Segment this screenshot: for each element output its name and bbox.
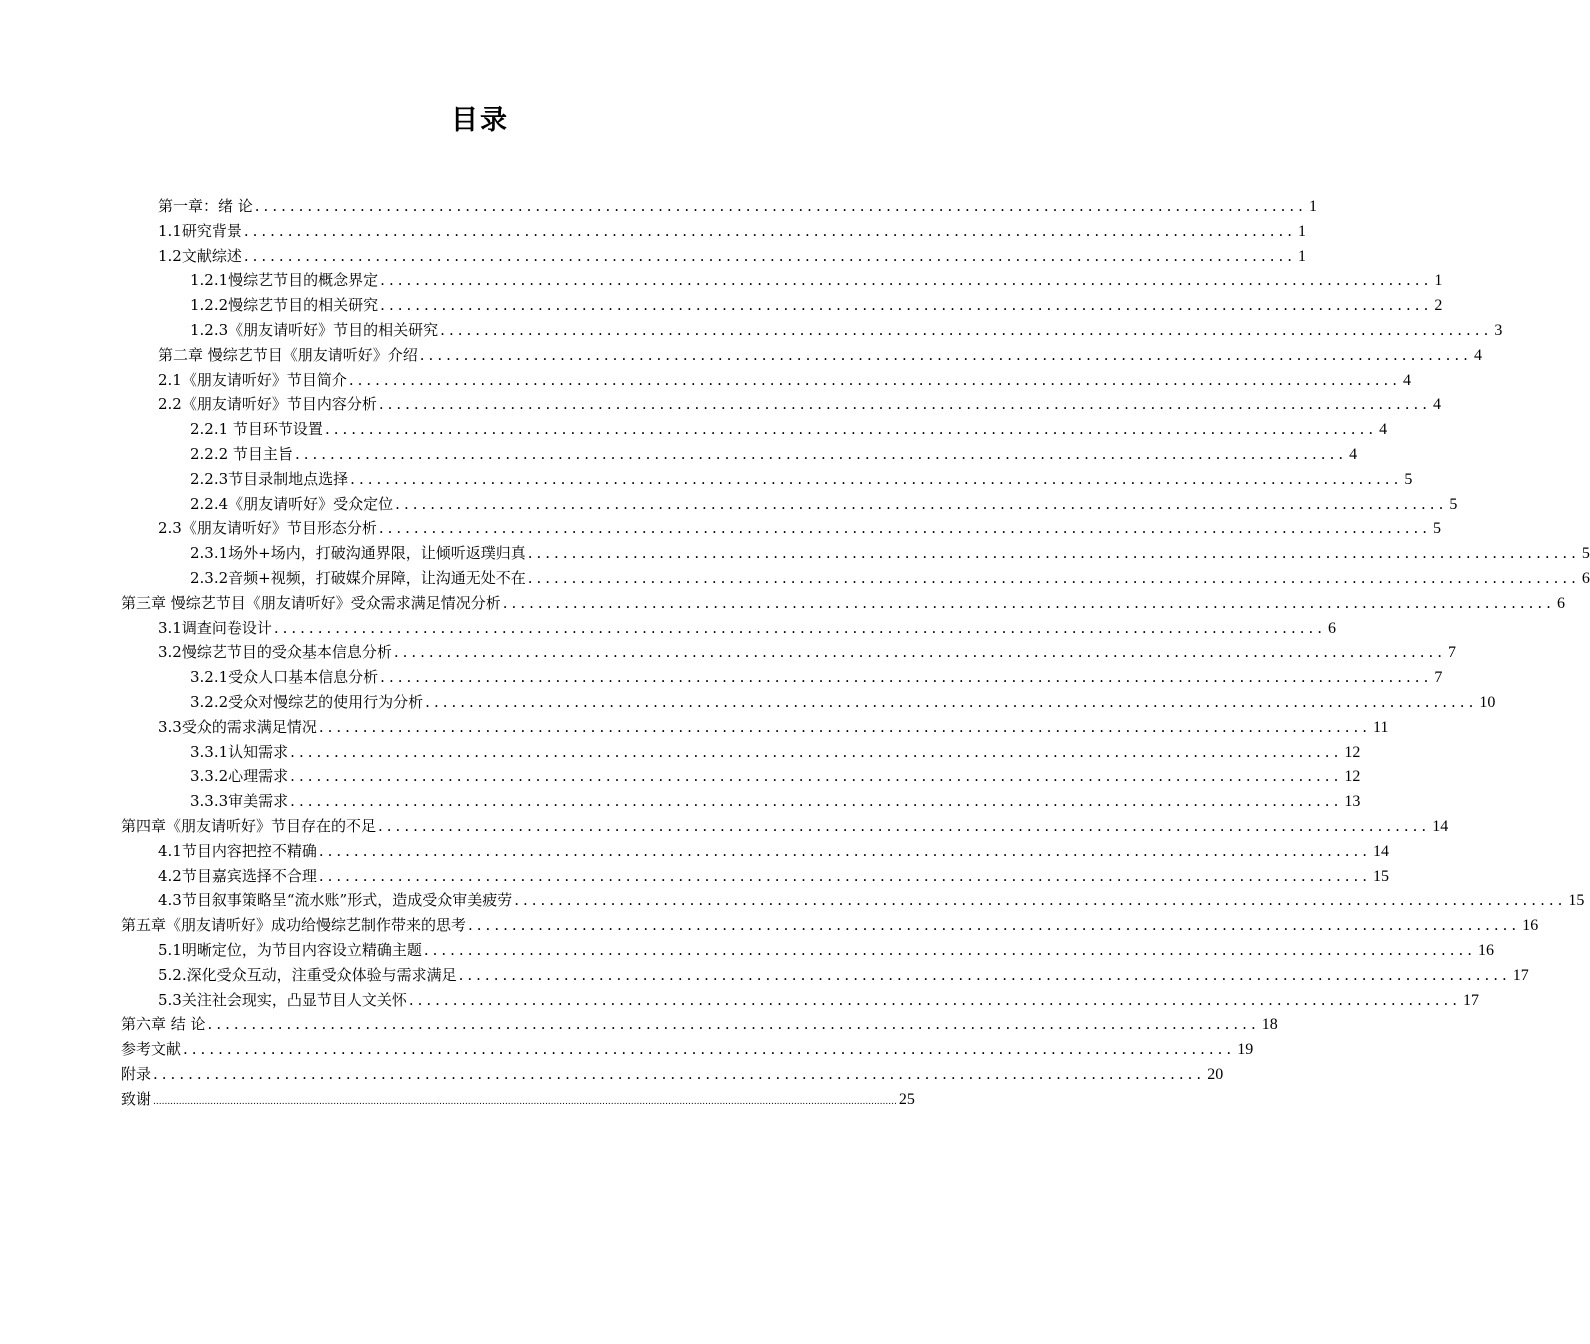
toc-dot-leader: ........................................................................................................................ — [290, 767, 1343, 785]
toc-entry-page-number: 15 — [1373, 868, 1390, 885]
toc-dot-leader: ........................................................................................................................ — [290, 743, 1343, 761]
toc-dot-leader: ........................................................................................................................ — [380, 296, 1433, 314]
toc-dot-leader: ........................................................................................................................ — [425, 693, 1478, 711]
toc-entry-label: 1.2文献综述 — [158, 247, 242, 265]
toc-entry[interactable] — [158, 616, 1337, 640]
toc-entry-label: 4.3节目叙事策略呈“流水账”形式，造成受众审美疲劳 — [158, 891, 513, 909]
toc-dot-leader: ........................................................................................................................ — [183, 1040, 1236, 1058]
toc-entry[interactable] — [121, 1037, 1254, 1061]
toc-entry[interactable] — [121, 913, 1539, 937]
toc-dot-leader: ........................................................................................................................ — [324, 420, 1378, 438]
toc-entry-label: 1.2.2慢综艺节目的相关研究 — [190, 296, 379, 314]
toc-dot-leader: ........................................................................................................................ — [419, 346, 1472, 364]
toc-entry-page-number: 25 — [898, 1091, 915, 1108]
toc-entry-page-number: 14 — [1432, 818, 1449, 835]
toc-entry-label: 致谢 — [121, 1090, 152, 1108]
toc-dot-leader: ........................................................................................................................ — [378, 395, 1432, 413]
toc-entry-page-number: 11 — [1373, 719, 1389, 736]
toc-entry-label: 2.2.3节目录制地点选择 — [190, 470, 349, 488]
toc-entry-page-number: 1 — [1298, 248, 1307, 265]
toc-entry-label: 2.2.1 节目环节设置 — [190, 420, 323, 438]
toc-entry-page-number: 1 — [1434, 272, 1443, 289]
toc-entry-page-number: 17 — [1463, 992, 1480, 1009]
toc-entry[interactable] — [158, 368, 1412, 392]
toc-entry-page-number: 13 — [1344, 793, 1361, 810]
toc-entry-label: 2.3.2音频+视频，打破媒介屏障，让沟通无处不在 — [190, 569, 526, 587]
toc-entry-label: 第四章《朋友请听好》节目存在的不足 — [121, 817, 377, 835]
toc-dot-leader: ........................................................................................................................ — [350, 470, 1403, 488]
toc-entry-label: 第二章 慢综艺节目《朋友请听好》介绍 — [158, 346, 418, 364]
toc-entry-label: 3.2.2受众对慢综艺的使用行为分析 — [190, 693, 424, 711]
toc-dot-leader: ........................................................................................................................ — [395, 495, 1448, 513]
toc-dot-leader: ........................................................................................................................ — [378, 817, 1431, 835]
toc-entry-page-number: 2 — [1434, 297, 1443, 314]
toc-entry[interactable] — [190, 268, 1443, 292]
toc-entry-label: 第三章 慢综艺节目《朋友请听好》受众需求满足情况分析 — [121, 594, 501, 612]
toc-entry-page-number: 6 — [1581, 570, 1590, 587]
toc-entry-page-number: 7 — [1434, 669, 1443, 686]
toc-entry[interactable] — [190, 740, 1361, 764]
toc-entry[interactable] — [121, 1012, 1278, 1036]
toc-dot-leader: ........................................................................................................................ — [408, 991, 1462, 1009]
toc-entry-label: 3.1调查问卷设计 — [158, 619, 272, 637]
toc-dot-leader: ........................................................................................................................ — [318, 718, 1372, 736]
toc-dot-leader: ........................................................................................................................ — [207, 1015, 1260, 1033]
toc-entry-label: 第六章 结 论 — [121, 1015, 206, 1033]
toc-entry-label: 3.3.3审美需求 — [190, 792, 289, 810]
toc-dot-leader: ........................................................................................................................ — [440, 321, 1493, 339]
toc-entry[interactable] — [190, 566, 1590, 590]
toc-entry-page-number: 19 — [1237, 1041, 1254, 1058]
toc-entry-label: 2.2.4《朋友请听好》受众定位 — [190, 495, 394, 513]
toc-entry[interactable] — [158, 988, 1480, 1012]
toc-entry-label: 4.1节目内容把控不精确 — [158, 842, 317, 860]
toc-entry-label: 1.2.3《朋友请听好》节目的相关研究 — [190, 321, 439, 339]
toc-entry[interactable] — [158, 963, 1529, 987]
toc-entry-page-number: 17 — [1512, 967, 1529, 984]
toc-entry[interactable] — [190, 492, 1458, 516]
toc-entry-label: 3.2.1受众人口基本信息分析 — [190, 668, 379, 686]
toc-entry[interactable] — [158, 864, 1390, 888]
page-title: 目录 — [451, 105, 509, 136]
toc-dot-leader: ........................................................................................................................ — [393, 643, 1447, 661]
toc-entry-page-number: 5 — [1581, 545, 1590, 562]
toc-entry-label: 1.2.1慢综艺节目的概念界定 — [190, 271, 379, 289]
toc-entry-page-number: 10 — [1479, 694, 1496, 711]
toc-entry-page-number: 20 — [1207, 1066, 1224, 1083]
toc-entry-page-number: 1 — [1298, 223, 1307, 240]
toc-entry-page-number: 6 — [1556, 595, 1565, 612]
toc-entry[interactable] — [158, 392, 1442, 416]
toc-entry-label: 2.3《朋友请听好》节目形态分析 — [158, 519, 377, 537]
toc-dot-leader: ........................................................................................................................ — [380, 271, 1433, 289]
toc-entry[interactable] — [158, 219, 1307, 243]
toc-entry[interactable] — [121, 1062, 1224, 1086]
toc-entry-page-number: 5 — [1433, 520, 1442, 537]
toc-entry-page-number: 16 — [1522, 917, 1539, 934]
toc-entry[interactable] — [158, 640, 1457, 664]
toc-entry-page-number: 5 — [1404, 471, 1413, 488]
toc-entry[interactable] — [190, 417, 1388, 441]
toc-entry-label: 2.2《朋友请听好》节目内容分析 — [158, 395, 377, 413]
toc-entry[interactable] — [158, 516, 1442, 540]
toc-entry[interactable] — [190, 764, 1361, 788]
toc-entry[interactable] — [158, 938, 1495, 962]
toc-entry[interactable] — [190, 318, 1503, 342]
toc-entry-label: 2.1《朋友请听好》节目简介 — [158, 371, 347, 389]
toc-entry-page-number: 16 — [1478, 942, 1495, 959]
toc-entry-page-number: 3 — [1494, 322, 1503, 339]
toc-entry[interactable] — [190, 541, 1590, 565]
toc-entry-label: 5.1明晰定位，为节目内容设立精确主题 — [158, 941, 422, 959]
toc-dot-leader: ........................................................................................................................ — [348, 371, 1402, 389]
toc-dot-leader: ........................................................................................................................ — [318, 842, 1372, 860]
toc-dot-leader: .................................................................................................................................................................................................................................................................... — [153, 1097, 897, 1107]
toc-entry[interactable] — [121, 814, 1449, 838]
toc-entry-page-number: 1 — [1308, 198, 1317, 215]
toc-entry-page-number: 4 — [1379, 421, 1388, 438]
toc-entry[interactable] — [190, 467, 1413, 491]
toc-entry-label: 3.3.1认知需求 — [190, 743, 289, 761]
toc-entry[interactable] — [158, 888, 1585, 912]
toc-entry-page-number: 15 — [1568, 892, 1585, 909]
toc-entry-page-number: 5 — [1449, 496, 1458, 513]
toc-dot-leader: ........................................................................................................................ — [527, 544, 1580, 562]
toc-entry[interactable] — [190, 442, 1358, 466]
toc-entry-label: 3.3受众的需求满足情况 — [158, 718, 317, 736]
toc-entry-label: 第一章：绪 论 — [158, 197, 253, 215]
toc-entry[interactable] — [190, 690, 1496, 714]
toc-entry-page-number: 18 — [1261, 1016, 1278, 1033]
toc-dot-leader: ........................................................................................................................ — [243, 222, 1297, 240]
toc-entry-page-number: 4 — [1433, 396, 1442, 413]
toc-entry-page-number: 12 — [1344, 744, 1361, 761]
toc-entry[interactable] — [121, 1087, 915, 1111]
toc-dot-leader: ........................................................................................................................ — [254, 197, 1307, 215]
toc-entry-page-number: 7 — [1448, 644, 1457, 661]
toc-dot-leader: ........................................................................................................................ — [273, 619, 1327, 637]
toc-entry-label: 3.3.2心理需求 — [190, 767, 289, 785]
toc-entry-label: 第五章《朋友请听好》成功给慢综艺制作带来的思考 — [121, 916, 467, 934]
toc-entry[interactable] — [158, 715, 1389, 739]
toc-entry-label: 参考文献 — [121, 1040, 182, 1058]
toc-dot-leader: ........................................................................................................................ — [153, 1065, 1206, 1083]
toc-entry-label: 5.2.深化受众互动，注重受众体验与需求满足 — [158, 966, 457, 984]
toc-entry-page-number: 14 — [1373, 843, 1390, 860]
toc-entry-page-number: 4 — [1473, 347, 1482, 364]
toc-entry[interactable] — [190, 293, 1443, 317]
toc-dot-leader: ........................................................................................................................ — [290, 792, 1343, 810]
toc-entry[interactable] — [121, 591, 1565, 615]
toc-dot-leader: ........................................................................................................................ — [502, 594, 1555, 612]
toc-entry[interactable] — [190, 665, 1443, 689]
toc-dot-leader: ........................................................................................................................ — [458, 966, 1511, 984]
toc-dot-leader: ........................................................................................................................ — [380, 668, 1433, 686]
toc-entry-label: 2.3.1场外+场内，打破沟通界限，让倾听返璞归真 — [190, 544, 526, 562]
toc-entry-label: 5.3关注社会现实，凸显节目人文关怀 — [158, 991, 407, 1009]
toc-dot-leader: ........................................................................................................................ — [243, 247, 1297, 265]
toc-entry-page-number: 4 — [1349, 446, 1358, 463]
toc-dot-leader: ........................................................................................................................ — [514, 891, 1567, 909]
toc-dot-leader: ........................................................................................................................ — [378, 519, 1432, 537]
toc-entry-page-number: 12 — [1344, 768, 1361, 785]
toc-dot-leader: ........................................................................................................................ — [318, 867, 1372, 885]
toc-entry[interactable] — [158, 343, 1482, 367]
toc-entry-label: 2.2.2 节目主旨 — [190, 445, 293, 463]
toc-entry[interactable] — [158, 839, 1390, 863]
toc-entry-label: 1.1研究背景 — [158, 222, 242, 240]
toc-dot-leader: ........................................................................................................................ — [294, 445, 1348, 463]
toc-entry-page-number: 4 — [1403, 372, 1412, 389]
toc-entry-label: 4.2节目嘉宾选择不合理 — [158, 867, 317, 885]
toc-entry-label: 附录 — [121, 1065, 152, 1083]
toc-entry[interactable] — [190, 789, 1361, 813]
toc-dot-leader: ........................................................................................................................ — [468, 916, 1521, 934]
toc-entry[interactable] — [158, 194, 1317, 218]
toc-entry-page-number: 6 — [1328, 620, 1337, 637]
toc-dot-leader: ........................................................................................................................ — [527, 569, 1580, 587]
toc-entry[interactable] — [158, 244, 1307, 268]
toc-entry-label: 3.2慢综艺节目的受众基本信息分析 — [158, 643, 392, 661]
toc-dot-leader: ........................................................................................................................ — [423, 941, 1477, 959]
